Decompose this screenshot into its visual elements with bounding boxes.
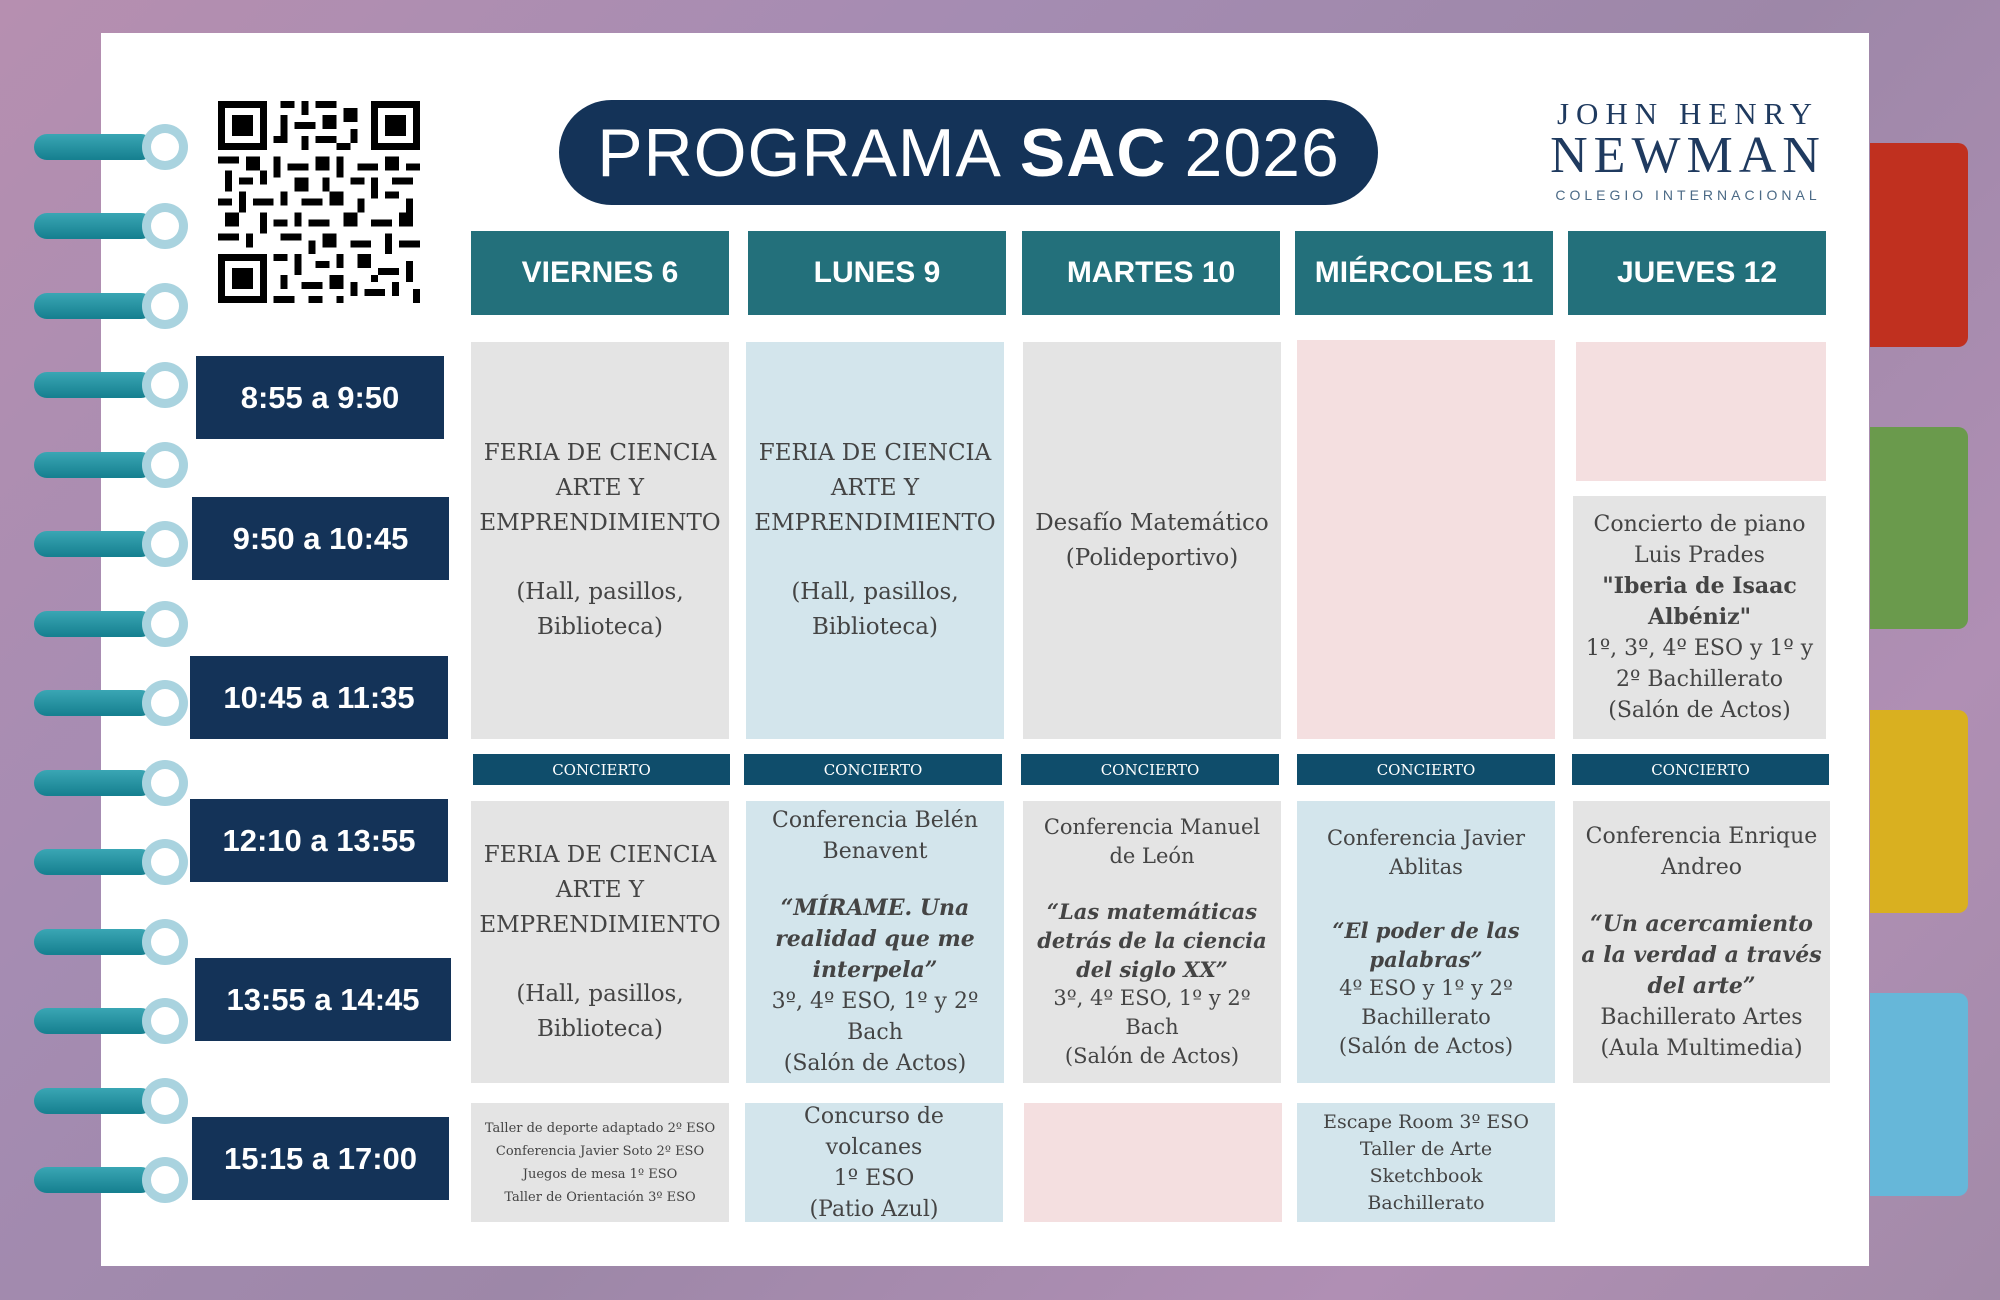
event-midday-martes xyxy=(1023,801,1281,1083)
event-audience: 3º, 4º ESO, 1º y 2º Bach xyxy=(1053,986,1251,1039)
title-prefix: PROGRAMA xyxy=(597,114,1002,191)
event-morning-martes xyxy=(1023,342,1281,739)
event-audience: 1º, 3º, 4º ESO y 1º y 2º Bachillerato (Salón de Actos) xyxy=(1585,636,1814,723)
event-midday-miercoles xyxy=(1297,801,1555,1083)
binder-ring xyxy=(30,362,170,408)
title-bold: SAC xyxy=(1019,114,1167,191)
event-morning-miercoles-empty xyxy=(1297,340,1555,739)
binder-ring xyxy=(30,521,170,567)
concierto-bar: CONCIERTO xyxy=(1297,754,1555,785)
time-slot: 10:45 a 11:35 xyxy=(190,656,448,739)
event-place: (Salón de Actos) xyxy=(1064,1044,1240,1068)
event-audience: Bachillerato Artes xyxy=(1600,1004,1803,1030)
event-place: (Polideportivo) xyxy=(1065,544,1239,571)
event-quote: “Las matemáticas detrás de la ciencia del siglo XX” xyxy=(1037,899,1267,982)
event-line: Juegos de mesa 1º ESO xyxy=(522,1166,678,1182)
tab-red xyxy=(1870,143,1968,347)
event-quote: “MÍRAME. Una realidad que me interpela” xyxy=(775,895,975,983)
event-midday-lunes xyxy=(746,801,1004,1083)
page-title xyxy=(559,100,1378,205)
binder-ring xyxy=(30,839,170,885)
event-title: FERIA DE CIENCIA ARTE Y EMPRENDIMIENTO xyxy=(754,440,996,536)
event-quote: "Iberia de Isaac Albéniz" xyxy=(1602,573,1797,630)
tab-yellow xyxy=(1870,710,1968,913)
time-slot: 12:10 a 13:55 xyxy=(190,799,448,882)
time-slot: 13:55 a 14:45 xyxy=(195,958,451,1041)
event-morning-lunes xyxy=(746,342,1004,739)
binder-ring xyxy=(30,998,170,1044)
day-header-lunes: LUNES 9 xyxy=(748,231,1006,315)
event-place: (Salón de Actos) xyxy=(783,1051,967,1076)
event-line: (Patio Azul) xyxy=(809,1196,939,1222)
logo-line3: COLEGIO INTERNACIONAL xyxy=(1555,187,1821,203)
event-title: Conferencia Manuel de León xyxy=(1043,815,1261,868)
event-place: (Aula Multimedia) xyxy=(1600,1035,1803,1061)
event-line: Bachillerato xyxy=(1367,1191,1485,1214)
binder-ring xyxy=(30,760,170,806)
event-place: (Hall, pasillos, Biblioteca) xyxy=(516,980,684,1042)
time-slot: 9:50 a 10:45 xyxy=(192,497,449,580)
event-morning-jueves xyxy=(1573,496,1826,739)
day-header-miercoles: MIÉRCOLES 11 xyxy=(1295,231,1553,315)
logo-line1: JOHN HENRY xyxy=(1556,96,1820,131)
title-year: 2026 xyxy=(1184,114,1340,191)
binder-ring xyxy=(30,1078,170,1124)
event-title: Desafío Matemático xyxy=(1035,509,1269,536)
binder-ring xyxy=(30,124,170,170)
event-line: Taller de Arte Sketchbook xyxy=(1359,1137,1493,1187)
event-title: Conferencia Javier Ablitas xyxy=(1326,825,1526,879)
tab-green xyxy=(1870,427,1968,629)
event-place: (Hall, pasillos, Biblioteca) xyxy=(791,579,959,640)
event-line: Concurso de volcanes xyxy=(804,1103,944,1160)
event-afternoon-miercoles xyxy=(1297,1103,1555,1222)
event-title: Conferencia Belén Benavent xyxy=(772,808,978,864)
binder-ring xyxy=(30,283,170,329)
event-line: Taller de deporte adaptado 2º ESO xyxy=(484,1120,716,1136)
event-place: (Salón de Actos) xyxy=(1338,1033,1514,1058)
concierto-bar: CONCIERTO xyxy=(473,754,730,785)
event-audience: 3º, 4º ESO, 1º y 2º Bach xyxy=(771,989,979,1045)
day-header-jueves: JUEVES 12 xyxy=(1568,231,1826,315)
event-line: 1º ESO xyxy=(833,1165,915,1191)
event-early-jueves-empty xyxy=(1576,342,1826,481)
binder-ring xyxy=(30,601,170,647)
event-line: Escape Room 3º ESO xyxy=(1323,1110,1529,1133)
event-title: Conferencia Enrique Andreo xyxy=(1585,823,1818,880)
binder-ring xyxy=(30,1157,170,1203)
concierto-bar: CONCIERTO xyxy=(744,754,1002,785)
day-header-viernes: VIERNES 6 xyxy=(471,231,729,315)
school-logo xyxy=(1548,96,1828,203)
binder-ring xyxy=(30,442,170,488)
event-audience: 4º ESO y 1º y 2º Bachillerato xyxy=(1339,975,1513,1029)
event-quote: “El poder de las palabras” xyxy=(1332,917,1520,972)
event-line: Conferencia Javier Soto 2º ESO xyxy=(495,1143,705,1159)
event-title: FERIA DE CIENCIA ARTE Y EMPRENDIMIENTO xyxy=(479,841,721,938)
concierto-bar: CONCIERTO xyxy=(1021,754,1279,785)
event-title: FERIA DE CIENCIA ARTE Y EMPRENDIMIENTO xyxy=(479,440,721,536)
time-slot: 15:15 a 17:00 xyxy=(192,1117,449,1200)
event-midday-viernes xyxy=(471,801,729,1083)
event-afternoon-lunes xyxy=(745,1103,1003,1222)
event-quote: “Un acercamiento a la verdad a través del arte” xyxy=(1581,910,1822,999)
binder-ring xyxy=(30,919,170,965)
event-place: (Hall, pasillos, Biblioteca) xyxy=(516,579,684,640)
concierto-bar: CONCIERTO xyxy=(1572,754,1829,785)
day-header-martes: MARTES 10 xyxy=(1022,231,1280,315)
binder-ring xyxy=(30,203,170,249)
event-title: Concierto de piano Luis Prades xyxy=(1593,512,1806,568)
event-midday-jueves xyxy=(1573,801,1830,1083)
time-slot: 8:55 a 9:50 xyxy=(196,356,444,439)
event-morning-viernes xyxy=(471,342,729,739)
qr-code-icon[interactable] xyxy=(218,101,420,303)
logo-line2: NEWMAN xyxy=(1550,127,1826,184)
binder-ring xyxy=(30,680,170,726)
tab-blue xyxy=(1870,993,1968,1196)
event-afternoon-viernes xyxy=(471,1103,729,1222)
event-afternoon-martes-empty xyxy=(1024,1103,1282,1222)
event-line: Taller de Orientación 3º ESO xyxy=(504,1189,696,1205)
